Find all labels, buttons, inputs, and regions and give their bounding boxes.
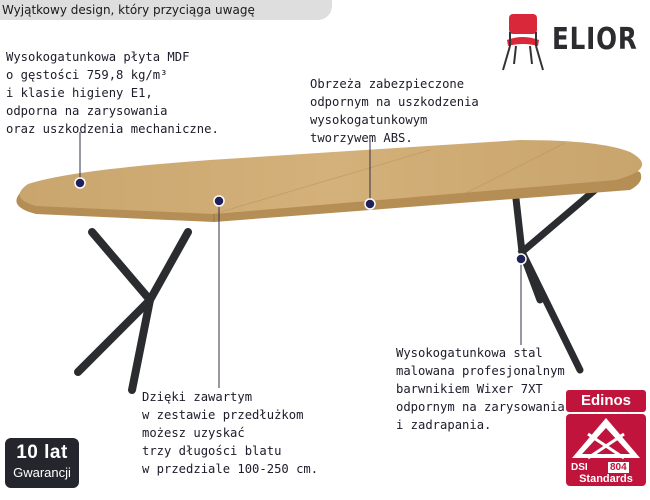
certificate-label: Standards	[579, 473, 633, 485]
headline-text: Wyjątkowy design, który przyciąga uwagę	[2, 3, 255, 17]
certificate-brand: Edinos	[566, 390, 646, 412]
warranty-years: 10 lat	[16, 442, 68, 463]
annotation-board: Wysokogatunkowa płyta MDF o gęstości 759,8 kg/m³ i klasie higieny E1, odporna na zarysowania oraz uszkodzenia mechaniczne.	[6, 50, 219, 136]
brand-logo: ELIOR	[552, 22, 638, 57]
certificate-badge	[566, 390, 646, 486]
annotation-extension: Dzięki zawartym w zestawie przedłużkom możesz uzyskać trzy długości blatu w przedziale 100-250 cm.	[142, 390, 319, 476]
annotation-steel: Wysokogatunkowa stal malowana profesjonalnym barwnikiem Wixer 7XT odpornym na zarysowania i zadrapania.	[396, 346, 565, 432]
warranty-label: Gwarancji	[13, 465, 71, 480]
annotation-edges: Obrzeża zabezpieczone odpornym na uszkodzenia wysokogatunkowym tworzywem ABS.	[310, 77, 479, 145]
warranty-badge	[5, 438, 79, 488]
table-leg-right	[515, 190, 595, 370]
red-chair-icon	[498, 12, 548, 74]
certificate-code-right: 804	[610, 462, 627, 473]
table-leg-left	[78, 232, 188, 390]
certificate-code-left: DSI	[571, 462, 588, 473]
